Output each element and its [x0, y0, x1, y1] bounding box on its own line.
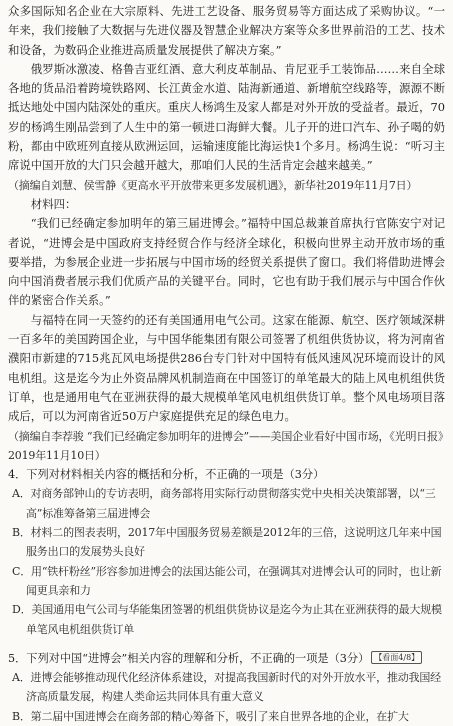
question-4-stem: 4．下列对材料相关内容的概括和分析，不正确的一项是（3分）: [8, 468, 325, 482]
material4-paragraph-2: 与福特在同一天签约的还有美国通用电气公司。这家在能源、航空、医疗领域深耕一百多年的美国跨国企业，与中国华能集团有限公司签署了机组供货协议，将为河南省濮阳市新建的715兆瓦风电场提供286台专门针对中国特有低风速风况环境而设计的风电机组。这是迄今为止外资品牌风机制造商在中国签订的单笔最大的陆上风电机组供货订单，也是通用电气在亚洲获得的最大规模单笔风电机组供货订单。整个风电场项目落成后，可以为河南省近50万户家庭提供充足的绿色电力。: [8, 312, 445, 424]
question-4-option-b: B．材料二的图表表明，2017年中国服务贸易差额是2012年的三倍，这说明这几年来中国服务出口的发展势头良好: [12, 526, 442, 559]
question-4-option-a: A．对商务部钟山的专访表明，商务部将用实际行动贯彻落实党中央相关决策部署，以“三高”标准筹备第三届进博会: [12, 487, 436, 520]
material3-paragraph-2: 俄罗斯冰激凌、格鲁吉亚红酒、意大利皮革制品、肯尼亚手工装饰品……来自全球各地的货品沿着跨境铁路网、长江黄金水道、陆海新通道、新增航空线路等，源源不断抵达地处中国内陆深处的重庆。重庆人杨鸿生及家人都是对外开放的受益者。最近，70岁的杨鸿生刚品尝到了人生中的第一顿进口海鲜大餐。儿子开的进口汽车、孙子喝的奶粉，都由中欧班列直接从欧洲运回，运输速度能比海运快1个多月。杨鸿生说：“听习主席说中国开放的大门只会越开越大，那咱们人民的生活肯定会越来越美。”: [8, 61, 445, 173]
question-5-stem-text: 5．下列对中国“进博会”相关内容的理解和分析，不正确的一项是（3分）: [8, 651, 370, 665]
question-4-option-c: C．用“铁杆粉丝”形容参加进博会的法国达能公司，在强调其对进博会认可的同时，也让新闻更具亲和力: [12, 564, 442, 597]
material4-heading: 材料四：: [30, 196, 77, 211]
spacer: [8, 639, 445, 649]
page-badge: 【看面4/8】: [371, 651, 422, 664]
material3-paragraph-1: 众多国际知名企业在大宗原料、先进工艺设备、服务贸易等方面达成了采购协议。“一年来，我们接触了大数据与先进仪器及智慧企业解决方案等众多世界前沿的工艺、技术和设备，为数码企业推进高质量发展提供了解决方案。”: [8, 4, 445, 57]
question-4-option-d: D．美国通用电气公司与华能集团签署的机组供货协议是迄今为止其在亚洲获得的最大规模单笔风电机组供货订单: [12, 603, 442, 636]
question-5-stem: [8, 649, 445, 668]
material4-paragraph-1: “我们已经确定参加明年的第三届进博会。”福特中国总裁兼首席执行官陈安宁对记者说，“进博会是中国政府支持经贸合作与经济全球化，积极向世界主动开放市场的重要举措，为参展企业进一步拓展与中国市场的经贸关系提供了窗口。我们将借助进博会向中国消费者展示我们优质产品的关键平台。同时，它也有助于我们展示与中国合作伙伴的紧密合作关系。”: [8, 216, 445, 308]
material3-source: （摘编自刘慧、侯雪静《更高水平开放带来更多发展机遇》，新华社2019年11月7日）: [8, 178, 418, 192]
material4-source: （摘编自李荐骏 “我们已经确定参加明年的进博会”——美国企业看好中国市场，《光明日报》2019年11月10日）: [8, 429, 444, 462]
question-5-option-b: B．第二届中国进博会在商务部的精心筹备下，吸引了来自世界各地的企业，在扩大: [12, 709, 409, 723]
question-5-option-a: A．进博会能够推动现代化经济体系建设，对提高我国新时代的对外开放水平，推动我国经济高质量发展，构建人类命运共同体具有重大意义: [12, 671, 441, 704]
